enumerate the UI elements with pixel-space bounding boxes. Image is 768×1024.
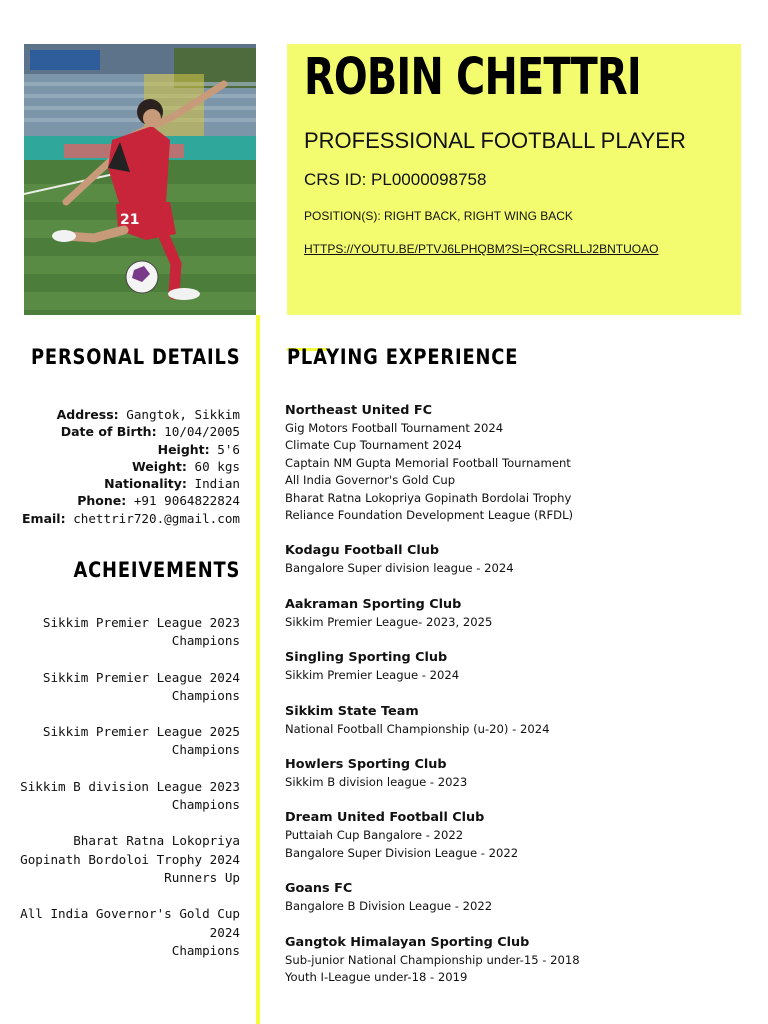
club-entry: Northeast United FC Gig Motors Football Tournament 2024 Climate Cup Tournament 2024 Captain NM Gupta Memorial Football Tournament All India Governor's Gold Cup Bharat Ratna Lokopriya Gopinath Bordolai Trophy Reliance Foundation Development League (RFDL) [285,401,745,524]
club-name: Singling Sporting Club [285,650,448,666]
column-divider [256,315,260,1024]
club-entry: Dream United Football Club Puttaiah Cup Bangalore - 2022 Bangalore Super Division League - 2022 [285,808,745,862]
player-role: PROFESSIONAL FOOTBALL PLAYER [304,128,686,153]
achievement-item: Sikkim B division League 2023 Champions [20,778,240,813]
crs-id: CRS ID: PL0000098758 [304,170,487,189]
club-entry: Aakraman Sporting Club Sikkim Premier League- 2023, 2025 [285,595,745,631]
club-entry: Sikkim State Team National Football Championship (u-20) - 2024 [285,702,745,738]
personal-details [22,406,240,527]
achievement-item: Sikkim Premier League 2023 Champions [42,615,240,649]
achievement-item: All India Governor's Gold Cup 2024 Champions [20,906,240,958]
club-name: Kodagu Football Club [285,543,439,559]
achievements-list [0,614,240,978]
video-link[interactable]: HTTPS://YOUTU.BE/PTVJ6LPHQBM?SI=QRCSRLLJ2BNTUOAO [304,242,659,256]
club-name: Gangtok Himalayan Sporting Club [285,934,530,950]
detail-weight: Weight: 60 kgs [131,458,240,474]
club-entry: Kodagu Football Club Bangalore Super division league - 2024 [285,541,745,577]
detail-nationality: Nationality: Indian [104,476,240,492]
achievements-title: ACHEIVEMENTS [73,558,240,582]
club-name: Aakraman Sporting Club [285,596,462,612]
detail-email: Email: chettrir720.@gmail.com [22,510,240,526]
playing-experience-list [285,401,745,1004]
club-name: Howlers Sporting Club [285,757,447,773]
achievement-item: Bharat Ratna Lokopriya Gopinath Bordoloi Trophy 2024 Runners Up [20,833,240,885]
header-banner [287,44,741,315]
achievement-item: Sikkim Premier League 2024 Champions [42,669,240,703]
player-photo-illustration [24,44,256,315]
player-photo [24,44,256,315]
club-name: Dream United Football Club [285,810,485,826]
club-entry: Gangtok Himalayan Sporting Club Sub-junior National Championship under-15 - 2018 Youth I-League under-18 - 2019 [285,933,745,987]
detail-address: Address: Gangtok, Sikkim [56,407,240,422]
personal-details-title: PERSONAL DETAILS [30,345,240,369]
club-entry: Singling Sporting Club Sikkim Premier League - 2024 [285,648,745,684]
detail-height: Height: 5'6 [157,441,240,457]
playing-experience-title: PLAYING EXPERIENCE [287,345,519,369]
detail-phone: Phone: +91 9064822824 [77,493,240,509]
achievement-item: Sikkim Premier League 2025 Champions [42,724,240,758]
jersey-number: 21 [120,212,140,228]
player-name: ROBIN CHETTRI [304,48,641,107]
detail-dob: Date of Birth: 10/04/2005 [60,424,240,440]
club-entry: Howlers Sporting Club Sikkim B division league - 2023 [285,755,745,791]
club-name: Sikkim State Team [285,703,419,719]
club-name: Northeast United FC [285,403,432,418]
club-entry: Goans FC Bangalore B Division League - 2022 [285,879,745,915]
player-positions: POSITION(S): RIGHT BACK, RIGHT WING BACK [304,209,573,223]
club-name: Goans FC [285,881,353,897]
